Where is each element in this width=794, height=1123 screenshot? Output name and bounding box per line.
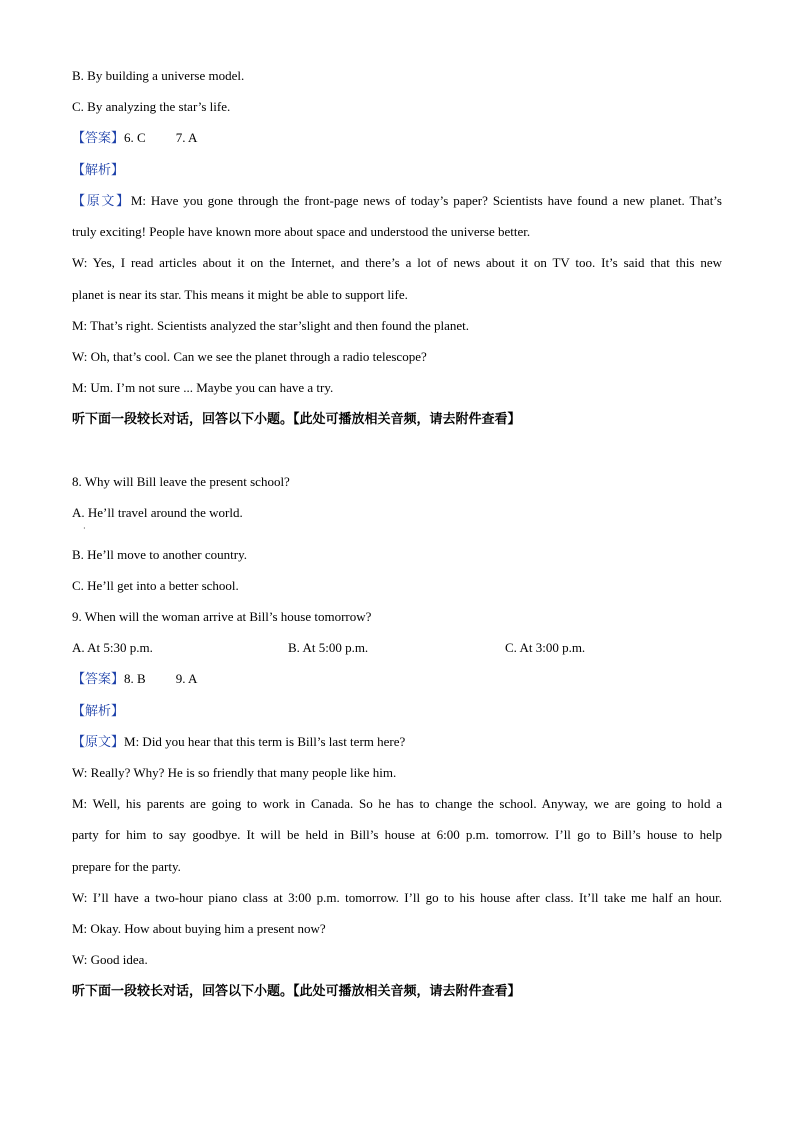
dialogue-line: W: Oh, that’s cool. Can we see the planet through a radio telescope? [72,349,427,364]
dialogue-line: M: That’s right. Scientists analyzed the star’slight and then found the planet. [72,318,470,333]
dialogue-line: W: I’ll have a two-hour piano class at 3:00 p.m. tomorrow. I’ll go to his house after class. It’ll take me half an hour. [72,890,722,905]
analysis-tag-1 [72,162,124,179]
dialogue-line: M: Um. I’m not sure ... Maybe you can have a try. [72,380,334,395]
dialogue-text: M: Have you gone through the front-page news of today’s paper? Scientists have found a new planet. That’s [130,193,722,208]
q9-option-b: B. At 5:00 p.m. [288,640,369,655]
audio-instruction: 听下面一段较长对话，回答以下小题。【此处可播放相关音频，请去附件查看】 [72,984,521,999]
q8-option-a: A. He’ll travel around the world. [72,505,243,520]
analysis-tag: 【解析】 [72,163,125,178]
audio-instruction: 听下面一段较长对话，回答以下小题。【此处可播放相关音频，请去附件查看】 [72,412,521,427]
answer-line-2 [72,671,197,688]
original-tag: 【原文】 [72,735,125,750]
option-b: B. By building a universe model. [72,68,245,83]
dialogue-line [72,193,722,210]
q8-option-b: B. He’ll move to another country. [72,547,247,562]
dialogue-line: M: Okay. How about buying him a present now? [72,921,326,936]
answer-7: 7. A [175,130,198,145]
option-c: C. By analyzing the star’s life. [72,99,231,114]
answer-9: 9. A [175,671,198,686]
answer-tag: 【答案】 [72,672,125,687]
q9-option-a: A. At 5:30 p.m. [72,640,153,655]
question-9: 9. When will the woman arrive at Bill’s house tomorrow? [72,609,372,624]
answer-line-1 [72,130,197,147]
dialogue-text: M: Did you hear that this term is Bill’s last term here? [124,734,406,749]
dialogue-line: truly exciting! People have known more about space and understood the universe better. [72,224,531,239]
dialogue-line: M: Well, his parents are going to work in Canada. So he has to change the school. Anyway, we are going to hold a [72,796,722,811]
dialogue-line: W: Yes, I read articles about it on the Internet, and there’s a lot of news about it on TV too. It’s said that this new [72,255,722,270]
question-8: 8. Why will Bill leave the present school? [72,474,290,489]
analysis-tag: 【解析】 [72,704,125,719]
dialogue-line: party for him to say goodbye. It will be held in Bill’s house at 6:00 p.m. tomorrow. I’ll go to Bill’s house to help [72,827,722,842]
stray-dot: · [83,524,86,533]
q8-option-c: C. He’ll get into a better school. [72,578,239,593]
dialogue-line: planet is near its star. This means it might be able to support life. [72,287,408,302]
q9-option-c: C. At 3:00 p.m. [505,640,586,655]
dialogue-line: W: Really? Why? He is so friendly that many people like him. [72,765,397,780]
dialogue-line [72,734,405,751]
answer-tag: 【答案】 [72,131,125,146]
original-tag: 【原文】 [72,194,131,209]
analysis-tag-2 [72,703,124,720]
dialogue-line: W: Good idea. [72,952,148,967]
answer-8: 8. B [124,671,146,686]
dialogue-line: prepare for the party. [72,859,181,874]
answer-6: 6. C [124,130,146,145]
